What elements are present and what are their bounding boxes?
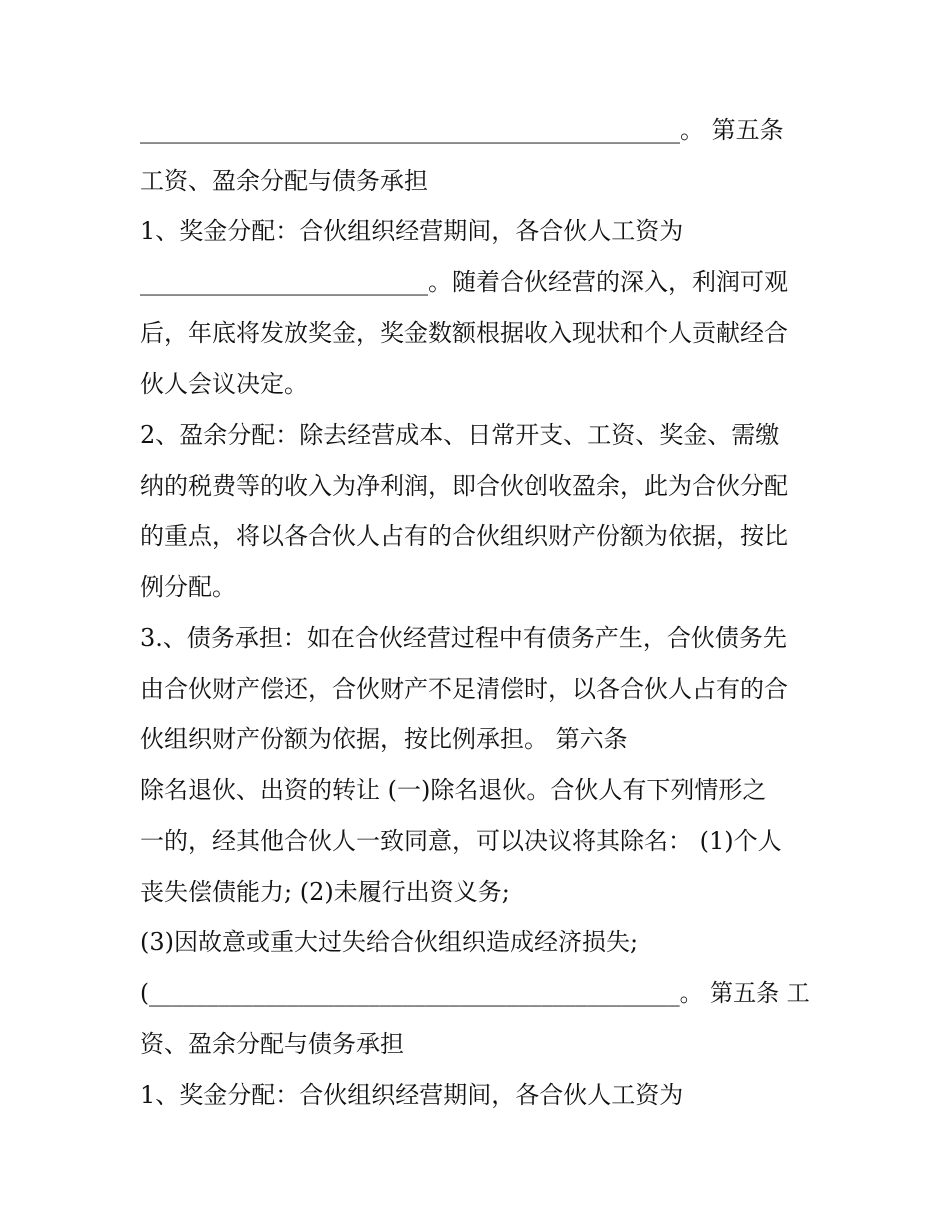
text-line: 除名退伙、出资的转让 (一)除名退伙。合伙人有下列情形之 (140, 776, 767, 804)
text-line: 纳的税费等的收入为净利润，即合伙创收盈余，此为合伙分配 (140, 472, 788, 500)
text-line: 2、盈余分配：除去经营成本、日常开支、工资、奖金、需缴 (140, 421, 780, 449)
text-line: 一的，经其他合伙人一致同意，可以决议将其除名： (1)个人 (140, 827, 782, 855)
text-line: 丧失偿债能力; (2)未履行出资义务; (140, 878, 510, 906)
text-line: 资、盈余分配与债务承担 (140, 1030, 404, 1058)
text-line: (______________________________________________。 第五条 工 (140, 979, 810, 1007)
text-line: 伙人会议决定。 (140, 370, 308, 398)
text-line: ________________________。随着合伙经营的深入，利润可观 (140, 268, 788, 296)
text-line: 1、奖金分配：合伙组织经营期间，各合伙人工资为 (140, 217, 684, 245)
text-line: 后，年底将发放奖金，奖金数额根据收入现状和个人贡献经合 (140, 319, 788, 347)
text-line: 1、奖金分配：合伙组织经营期间，各合伙人工资为 (140, 1081, 684, 1109)
text-line: (3)因故意或重大过失给合伙组织造成经济损失; (140, 928, 639, 956)
text-line: 3.、债务承担：如在合伙经营过程中有债务产生，合伙债务先 (140, 624, 787, 652)
text-line: 工资、盈余分配与债务承担 (140, 167, 428, 195)
text-line: 伙组织财产份额为依据，按比例承担。 第六条 (140, 725, 628, 753)
text-line: 例分配。 (140, 573, 236, 601)
text-line: _____________________________________________。 第五条 (140, 116, 784, 144)
text-line: 的重点，将以各合伙人占有的合伙组织财产份额为依据，按比 (140, 522, 788, 550)
text-line: 由合伙财产偿还，合伙财产不足清偿时，以各合伙人占有的合 (140, 675, 788, 703)
